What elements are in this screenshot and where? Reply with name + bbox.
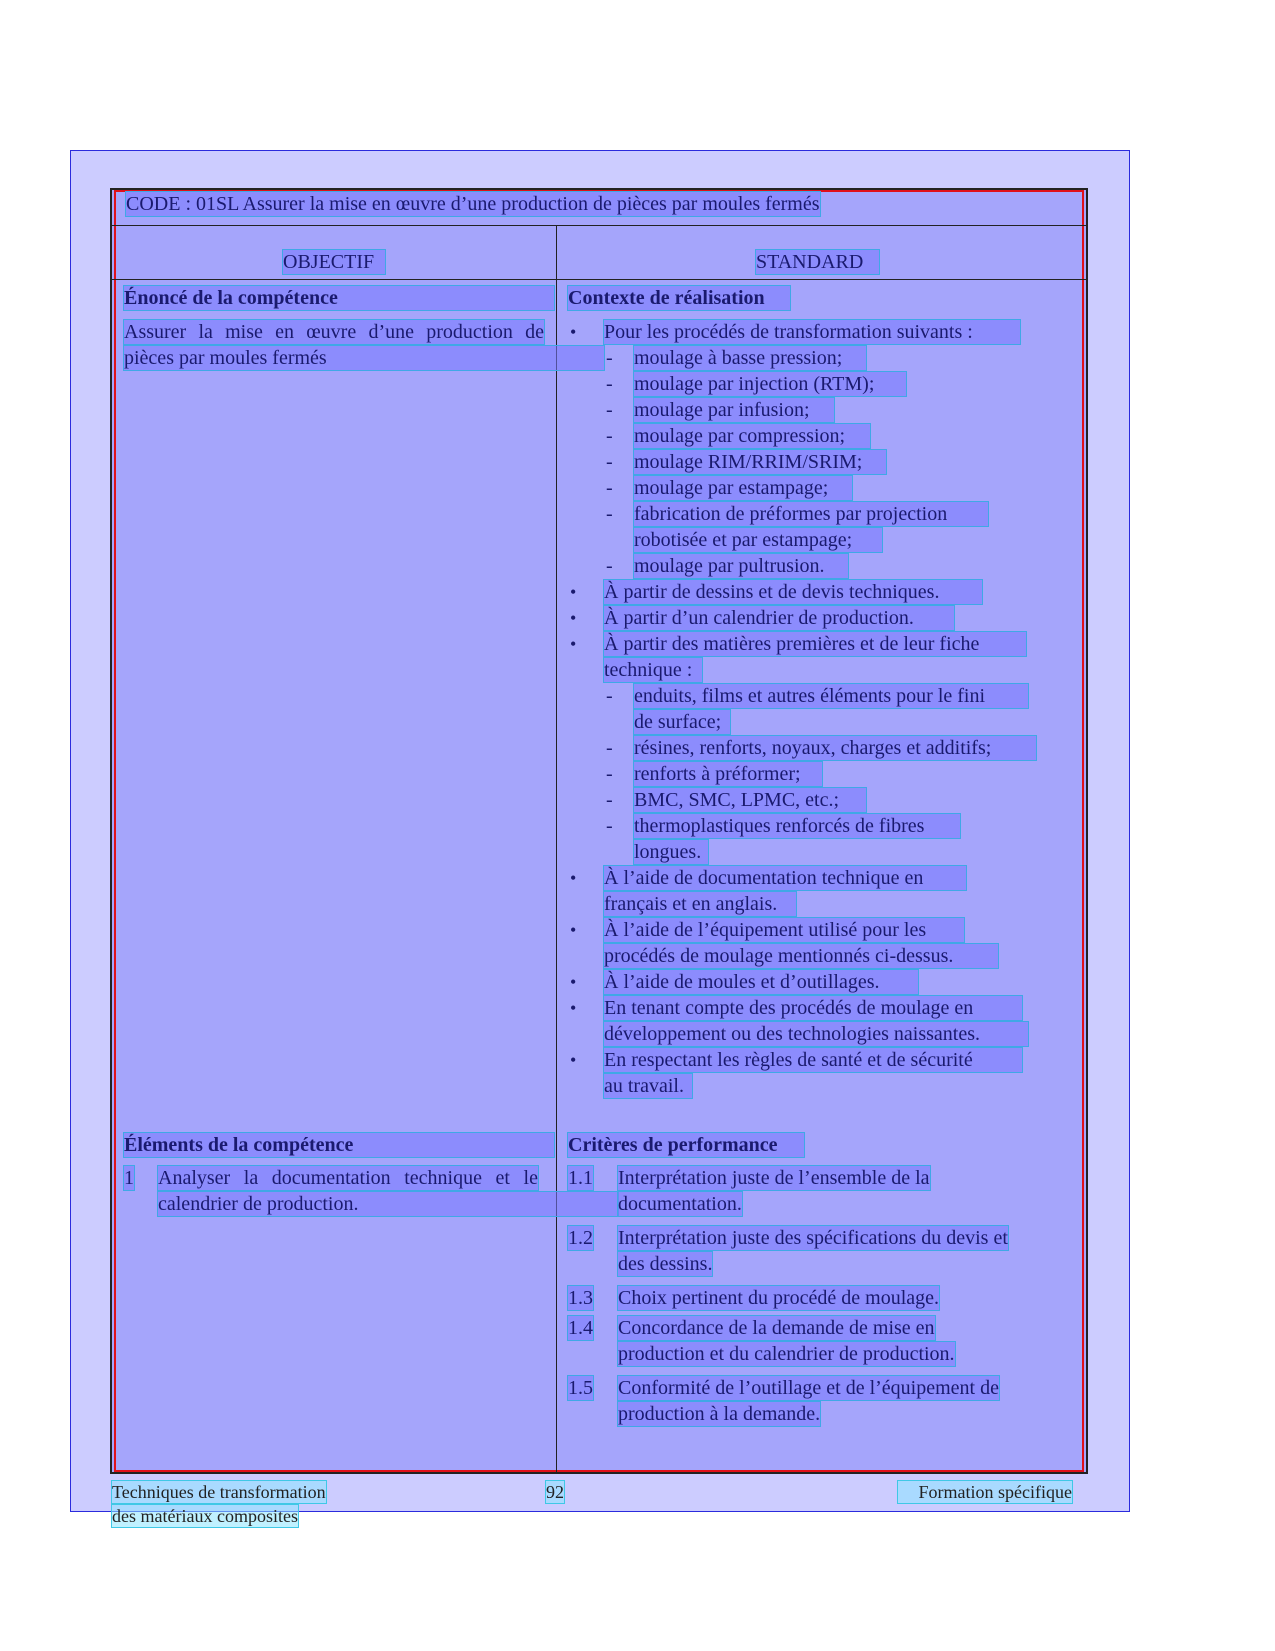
page-number: 92 [546, 1482, 564, 1502]
critere-line: Concordance de la demande de mise en [618, 1317, 935, 1339]
contexte-subitem: moulage par infusion; [634, 398, 834, 422]
contexte-subitem: résines, renforts, noyaux, charges et additifs; [634, 736, 1036, 760]
contexte-item: Pour les procédés de transformation suivants : [604, 320, 1020, 344]
contexte-continuation: au travail. [604, 1074, 692, 1098]
contexte-subitem: thermoplastiques renforcés de fibres [634, 814, 960, 838]
bullet-marker: • [570, 972, 577, 992]
contexte-subitem: moulage à basse pression; [634, 346, 866, 370]
contexte-item: À partir d’un calendrier de production. [604, 606, 954, 630]
dash-marker: - [606, 399, 613, 421]
contexte-subitem: renforts à préformer; [634, 762, 822, 786]
contexte-continuation: longues. [634, 840, 708, 864]
contexte-subitem: moulage RIM/RRIM/SRIM; [634, 450, 886, 474]
header-divider [110, 225, 1088, 226]
critere-number: 1.4 [568, 1317, 593, 1339]
enonce-title: Énoncé de la compétence [124, 286, 554, 310]
contexte-continuation: robotisée et par estampage; [634, 528, 882, 552]
dash-marker: - [606, 737, 613, 759]
dash-marker: - [606, 347, 613, 369]
dash-marker: - [606, 789, 613, 811]
critere-line: Choix pertinent du procédé de moulage. [618, 1287, 940, 1309]
dash-marker: - [606, 477, 613, 499]
contexte-item: À partir de dessins et de devis techniques. [604, 580, 982, 604]
critere-number: 1.3 [568, 1287, 593, 1309]
criteres-title: Critères de performance [568, 1133, 804, 1157]
contexte-item: En tenant compte des procédés de moulage en [604, 996, 1022, 1020]
column-divider [556, 225, 557, 1474]
bullet-marker: • [570, 998, 577, 1018]
contexte-subitem: moulage par pultrusion. [634, 554, 848, 578]
bullet-marker: • [570, 920, 577, 940]
contexte-title: Contexte de réalisation [568, 286, 790, 310]
footer-program-line: Techniques de transformation [112, 1482, 326, 1502]
bullet-marker: • [570, 868, 577, 888]
contexte-continuation: technique : [604, 658, 702, 682]
dash-marker: - [606, 685, 613, 707]
contexte-continuation: de surface; [634, 710, 730, 734]
critere-line: Interprétation juste des spécifications du devis et [618, 1227, 1008, 1249]
contexte-subitem: moulage par estampage; [634, 476, 852, 500]
contexte-subitem: BMC, SMC, LPMC, etc.; [634, 788, 866, 812]
critere-number: 1.2 [568, 1227, 593, 1249]
bullet-marker: • [570, 634, 577, 654]
column-header-standard: STANDARD [756, 250, 879, 274]
bullet-marker: • [570, 1050, 577, 1070]
dash-marker: - [606, 815, 613, 837]
contexte-subitem: moulage par injection (RTM); [634, 372, 906, 396]
column-header-objectif: OBJECTIF [283, 250, 385, 274]
contexte-item: À l’aide de moules et d’outillages. [604, 970, 918, 994]
critere-number: 1.1 [568, 1167, 593, 1189]
critere-line: des dessins. [618, 1253, 713, 1275]
contexte-subitem: enduits, films et autres éléments pour le fini [634, 684, 1028, 708]
critere-line: documentation. [618, 1193, 742, 1215]
footer-program-line: des matériaux composites [112, 1506, 298, 1526]
competence-code-title: CODE : 01SL Assurer la mise en œuvre d’une production de pièces par moules fermés [126, 193, 820, 215]
column-header-divider [110, 279, 1088, 280]
dash-marker: - [606, 373, 613, 395]
contexte-subitem: fabrication de préformes par projection [634, 502, 988, 526]
dash-marker: - [606, 555, 613, 577]
critere-line: production à la demande. [618, 1403, 821, 1425]
elements-title: Éléments de la compétence [124, 1133, 554, 1157]
dash-marker: - [606, 451, 613, 473]
contexte-item: À l’aide de documentation technique en [604, 866, 966, 890]
dash-marker: - [606, 425, 613, 447]
enonce-line: Assurer la mise en œuvre d’une production de [124, 321, 544, 343]
element-number: 1 [124, 1167, 134, 1189]
bullet-marker: • [570, 608, 577, 628]
dash-marker: - [606, 763, 613, 785]
footer-section: Formation spécifique [898, 1481, 1072, 1503]
contexte-continuation: français et en anglais. [604, 892, 796, 916]
element-line: Analyser la documentation technique et le [158, 1167, 538, 1189]
enonce-line: pièces par moules fermés [124, 346, 604, 370]
bullet-marker: • [570, 322, 577, 342]
contexte-item: À l’aide de l’équipement utilisé pour les [604, 918, 964, 942]
critere-line: production et du calendrier de production. [618, 1343, 955, 1365]
bullet-marker: • [570, 582, 577, 602]
contexte-continuation: développement ou des technologies naissantes. [604, 1022, 1028, 1046]
contexte-subitem: moulage par compression; [634, 424, 870, 448]
contexte-continuation: procédés de moulage mentionnés ci-dessus. [604, 944, 998, 968]
critere-line: Interprétation juste de l’ensemble de la [618, 1167, 930, 1189]
element-line: calendrier de production. [158, 1192, 618, 1216]
critere-line: Conformité de l’outillage et de l’équipement de [618, 1377, 999, 1399]
contexte-item: À partir des matières premières et de leur fiche [604, 632, 1026, 656]
contexte-item: En respectant les règles de santé et de sécurité [604, 1048, 1022, 1072]
critere-number: 1.5 [568, 1377, 593, 1399]
dash-marker: - [606, 503, 613, 525]
